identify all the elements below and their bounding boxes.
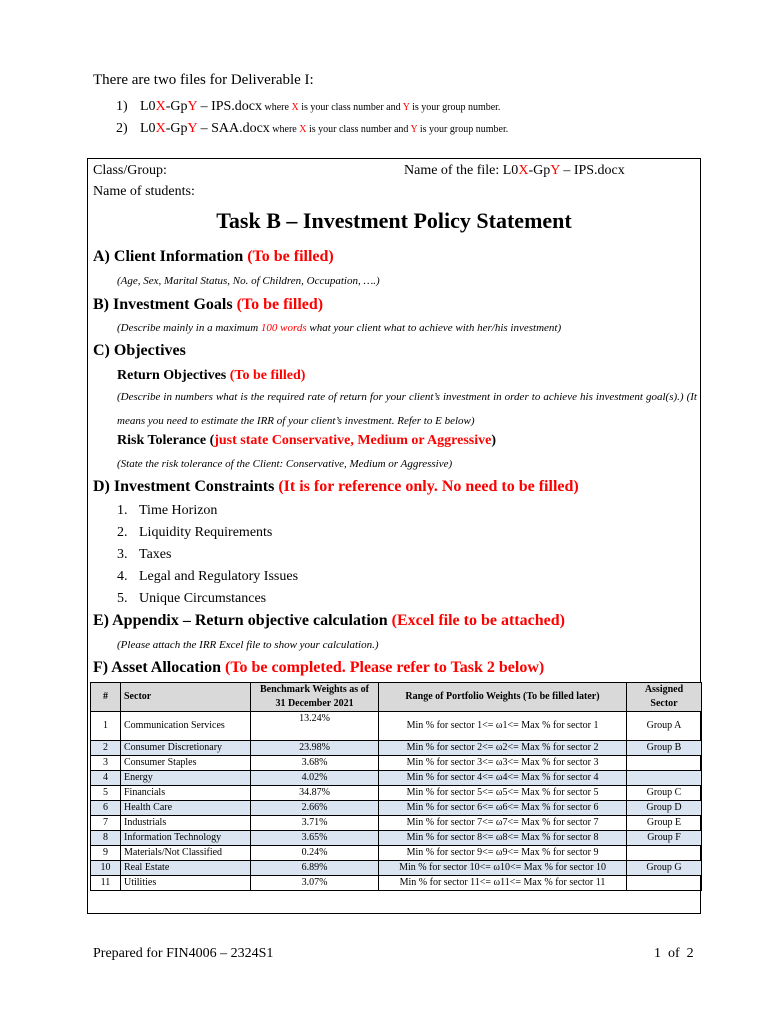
file-name-label: Name of the file: L0X-GpY – IPS.docx <box>404 163 625 178</box>
table-row: 5 Financials 34.87% Min % for sector 5<= ω5<= Max % for sector 5 Group C <box>91 786 702 801</box>
section-f-heading: F) Asset Allocation (To be completed. Please refer to Task 2 below) <box>93 659 545 676</box>
table-row: 10 Real Estate 6.89% Min % for sector 10<= ω10<= Max % for sector 10 Group G <box>91 861 702 876</box>
return-objectives-heading: Return Objectives (To be filled) <box>117 368 306 383</box>
section-c-heading: C) Objectives <box>93 342 186 359</box>
constraints-list <box>117 500 298 610</box>
file-item-1: 1) L0X-GpY – IPS.docx where X is your class number and Y is your group number. <box>116 99 501 114</box>
file-list <box>116 96 508 140</box>
students-label: Name of students: <box>93 184 195 199</box>
table-row: 2 Consumer Discretionary 23.98% Min % for sector 2<= ω2<= Max % for sector 2 Group B <box>91 741 702 756</box>
table-row: 9 Materials/Not Classified 0.24% Min % for sector 9<= ω9<= Max % for sector 9 <box>91 846 702 861</box>
return-objectives-note: (Describe in numbers what is the required rate of return for your client’s investment in order to achieve his investment goal(s).) (It means you need to estimate the IRR of your client’s investment. Refer to E below) <box>117 391 697 427</box>
col-header-sector: Sector <box>121 683 251 712</box>
section-a-heading: A) Client Information (To be filled) <box>93 248 334 265</box>
list-item: 3. Taxes <box>117 547 172 562</box>
col-header-assigned: Assigned Sector <box>627 683 702 712</box>
section-d-heading: D) Investment Constraints (It is for reference only. No need to be filled) <box>93 478 579 495</box>
section-a-note: (Age, Sex, Marital Status, No. of Children, Occupation, ….) <box>117 275 380 287</box>
table-row: 3 Consumer Staples 3.68% Min % for sector 3<= ω3<= Max % for sector 3 <box>91 756 702 771</box>
table-row: 1 Communication Services 13.24% Min % for sector 1<= ω1<= Max % for sector 1 Group A <box>91 712 702 741</box>
risk-tolerance-heading: Risk Tolerance (just state Conservative, Medium or Aggressive) <box>117 433 497 448</box>
list-item: 2. Liquidity Requirements <box>117 525 273 540</box>
col-header-range: Range of Portfolio Weights (To be filled later) <box>379 683 627 712</box>
page-title: Task B – Investment Policy Statement <box>216 208 572 233</box>
section-b-heading: B) Investment Goals (To be filled) <box>93 296 324 313</box>
section-b-note: (Describe mainly in a maximum 100 words what your client what to achieve with her/his investment) <box>117 322 562 334</box>
table-row: 7 Industrials 3.71% Min % for sector 7<= ω7<= Max % for sector 7 Group E <box>91 816 702 831</box>
footer-prepared: Prepared for FIN4006 – 2324S1 <box>93 946 274 961</box>
table-row: 8 Information Technology 3.65% Min % for sector 8<= ω8<= Max % for sector 8 Group F <box>91 831 702 846</box>
list-item: 1. Time Horizon <box>117 503 218 518</box>
col-header-benchmark: Benchmark Weights as of 31 December 2021 <box>251 683 379 712</box>
table-row: 4 Energy 4.02% Min % for sector 4<= ω4<= Max % for sector 4 <box>91 771 702 786</box>
asset-allocation-table <box>90 682 702 891</box>
list-item: 5. Unique Circumstances <box>117 591 267 606</box>
table-row: 11 Utilities 3.07% Min % for sector 11<= ω11<= Max % for sector 11 <box>91 876 702 891</box>
table-row: 6 Health Care 2.66% Min % for sector 6<= ω6<= Max % for sector 6 Group D <box>91 801 702 816</box>
section-e-note: (Please attach the IRR Excel file to show your calculation.) <box>117 639 379 651</box>
class-group-label: Class/Group: <box>93 163 167 178</box>
list-item: 4. Legal and Regulatory Issues <box>117 569 299 584</box>
page-number: 1 of 2 <box>654 946 694 961</box>
intro-text: There are two files for Deliverable I: <box>93 72 314 88</box>
file-item-2: 2) L0X-GpY – SAA.docx where X is your class number and Y is your group number. <box>116 121 509 136</box>
section-e-heading: E) Appendix – Return objective calculation (Excel file to be attached) <box>93 612 565 629</box>
col-header-num: # <box>91 683 121 712</box>
risk-tolerance-note: (State the risk tolerance of the Client: Conservative, Medium or Aggressive) <box>117 458 453 470</box>
table-header-row <box>91 683 702 712</box>
